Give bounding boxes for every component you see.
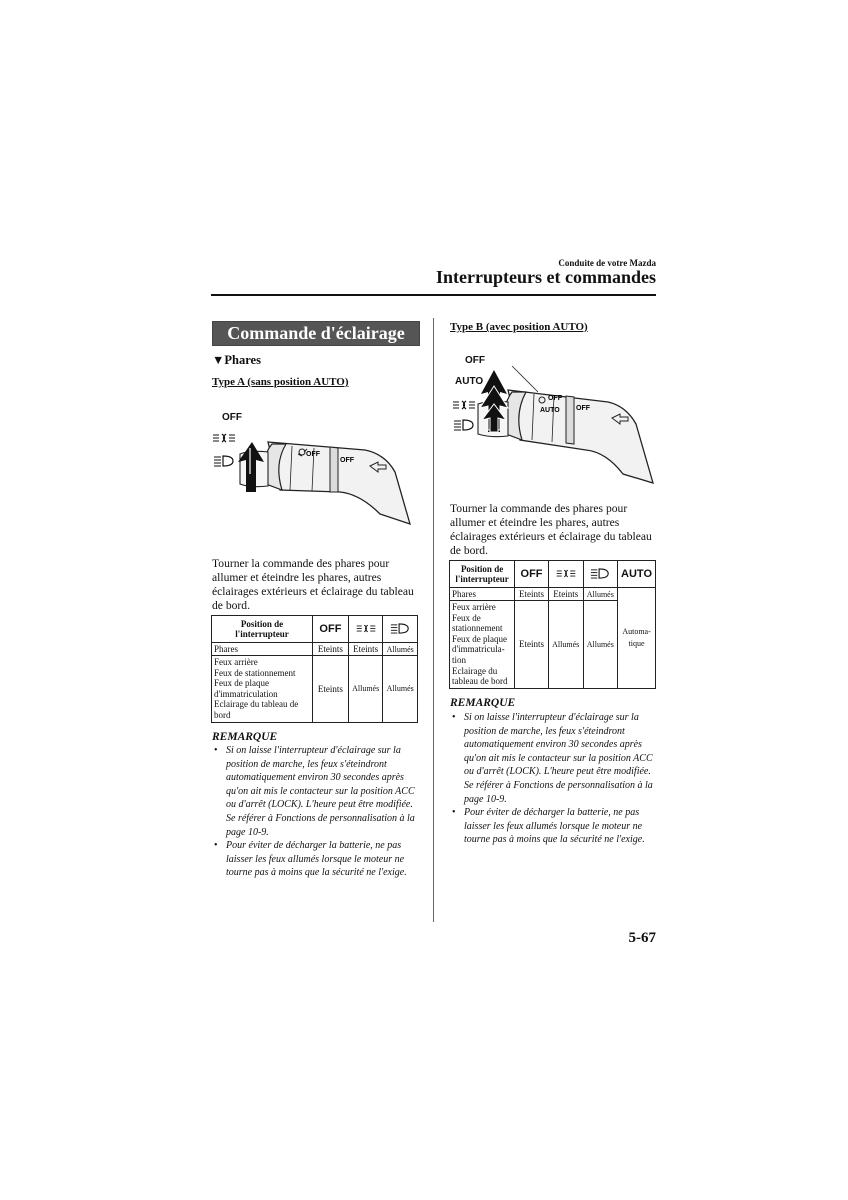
list-item: • Si on laisse l'interrupteur d'éclairage sur la position de marche, les feux s'éteindront automatiquement environ 30 secondes après qu'on ait mis le contacteur sur la position ACC ou d'arrêt (LOCK). L'heure peut être modifiée. Se référer à Fonctions de personnalisation à la page 10-9.: [212, 744, 418, 839]
table-cell: Eteints: [515, 588, 549, 601]
table-header-position: Position de l'interrupteur: [212, 616, 313, 643]
table-cell: Allumés: [548, 601, 583, 689]
subheading-phares: ▼Phares: [212, 353, 261, 367]
table-header-parking-icon: [348, 616, 383, 643]
lever-off-text-a: OFF: [306, 451, 320, 458]
table-cell: Feux arrière Feux de stationnement Feux de plaque d'immatricula- tion Eclairage du tableau de bord: [450, 601, 515, 689]
notes-list-left: [212, 744, 418, 880]
list-item: • Si on laisse l'interrupteur d'éclairage sur la position de marche, les feux s'éteindront automatiquement environ 30 secondes après qu'on ait mis le contacteur sur la position ACC ou d'arrêt (LOCK). L'heure peut être modifiée. Se référer à Fonctions de personnalisation à la page 10-9.: [450, 711, 656, 806]
headlight-icon: [453, 419, 475, 431]
page-number: 5-67: [628, 930, 656, 946]
list-item: • Pour éviter de décharger la batterie, ne pas laisser les feux allumés lorsque le moteur ne tourne pas à moins que la sécurité ne l'exige.: [450, 806, 656, 847]
parking-light-icon: [355, 623, 377, 634]
spec-table-right: [449, 560, 656, 689]
table-cell: Phares: [212, 643, 313, 656]
notes-list-right: [450, 711, 656, 847]
lever-off-text-b: OFF: [548, 395, 562, 402]
table-cell: Allumés: [583, 601, 618, 689]
header-rule: [211, 294, 656, 296]
table-header-off: OFF: [312, 616, 348, 643]
chapter-label: Conduite de votre Mazda: [558, 258, 656, 268]
body-text-left: Tourner la commande des phares pour allumer et éteindre les phares, autres éclairages extérieurs et éclairage du tableau de bord.: [212, 557, 414, 612]
parking-light-icon: [451, 399, 477, 411]
headlight-icon: [390, 623, 410, 634]
diagram-off-label: OFF: [222, 412, 242, 423]
remark-title-right: REMARQUE: [450, 697, 516, 709]
page-title: Interrupteurs et commandes: [436, 267, 656, 287]
column-divider: [433, 318, 434, 922]
table-row: [450, 588, 656, 601]
spec-table-left: [211, 615, 418, 723]
table-cell: Eteints: [548, 588, 583, 601]
table-cell: Allumés: [383, 643, 418, 656]
table-header-off: OFF: [515, 561, 549, 588]
table-header-parking-icon: [548, 561, 583, 588]
table-header-headlight-icon: [583, 561, 618, 588]
table-header-headlight-icon: [383, 616, 418, 643]
body-text-right: Tourner la commande des phares pour allumer et éteindre les phares, autres éclairages extérieurs et éclairage du tableau de bord.: [450, 502, 652, 557]
table-row: [212, 656, 418, 723]
table-header-auto: AUTO: [618, 561, 656, 588]
table-cell: Eteints: [515, 601, 549, 689]
table-row: [212, 643, 418, 656]
remark-title-left: REMARQUE: [212, 731, 278, 743]
type-b-lever-diagram: [448, 348, 658, 488]
table-cell: Eteints: [312, 656, 348, 723]
type-a-label: Type A (sans position AUTO): [212, 376, 349, 388]
list-item: • Pour éviter de décharger la batterie, ne pas laisser les feux allumés lorsque le moteur ne tourne pas à moins que la sécurité ne l'exige.: [212, 839, 418, 880]
parking-light-icon: [555, 568, 577, 579]
lever-off-text-b2: OFF: [576, 405, 590, 412]
table-cell: Phares: [450, 588, 515, 601]
table-cell: Allumés: [348, 656, 383, 723]
table-cell-auto: Automa- tique: [618, 588, 656, 689]
headlight-icon: [590, 568, 610, 579]
diagram-auto-label-b: AUTO: [455, 376, 484, 387]
table-cell: Allumés: [583, 588, 618, 601]
type-b-label: Type B (avec position AUTO): [450, 321, 588, 333]
diagram-off-label-b: OFF: [465, 355, 485, 366]
table-cell: Allumés: [383, 656, 418, 723]
lever-auto-text-b: AUTO: [540, 407, 560, 414]
table-cell: Eteints: [348, 643, 383, 656]
headlight-icon: [213, 455, 235, 467]
table-cell: Eteints: [312, 643, 348, 656]
lever-off-text-a2: OFF: [340, 457, 354, 464]
parking-light-icon: [211, 432, 237, 444]
table-cell: Feux arrière Feux de stationnement Feux de plaque d'immatriculation Eclairage du tableau de bord: [212, 656, 313, 723]
section-title: Commande d'éclairage: [212, 321, 420, 346]
table-header-position: Position de l'interrupteur: [450, 561, 515, 588]
